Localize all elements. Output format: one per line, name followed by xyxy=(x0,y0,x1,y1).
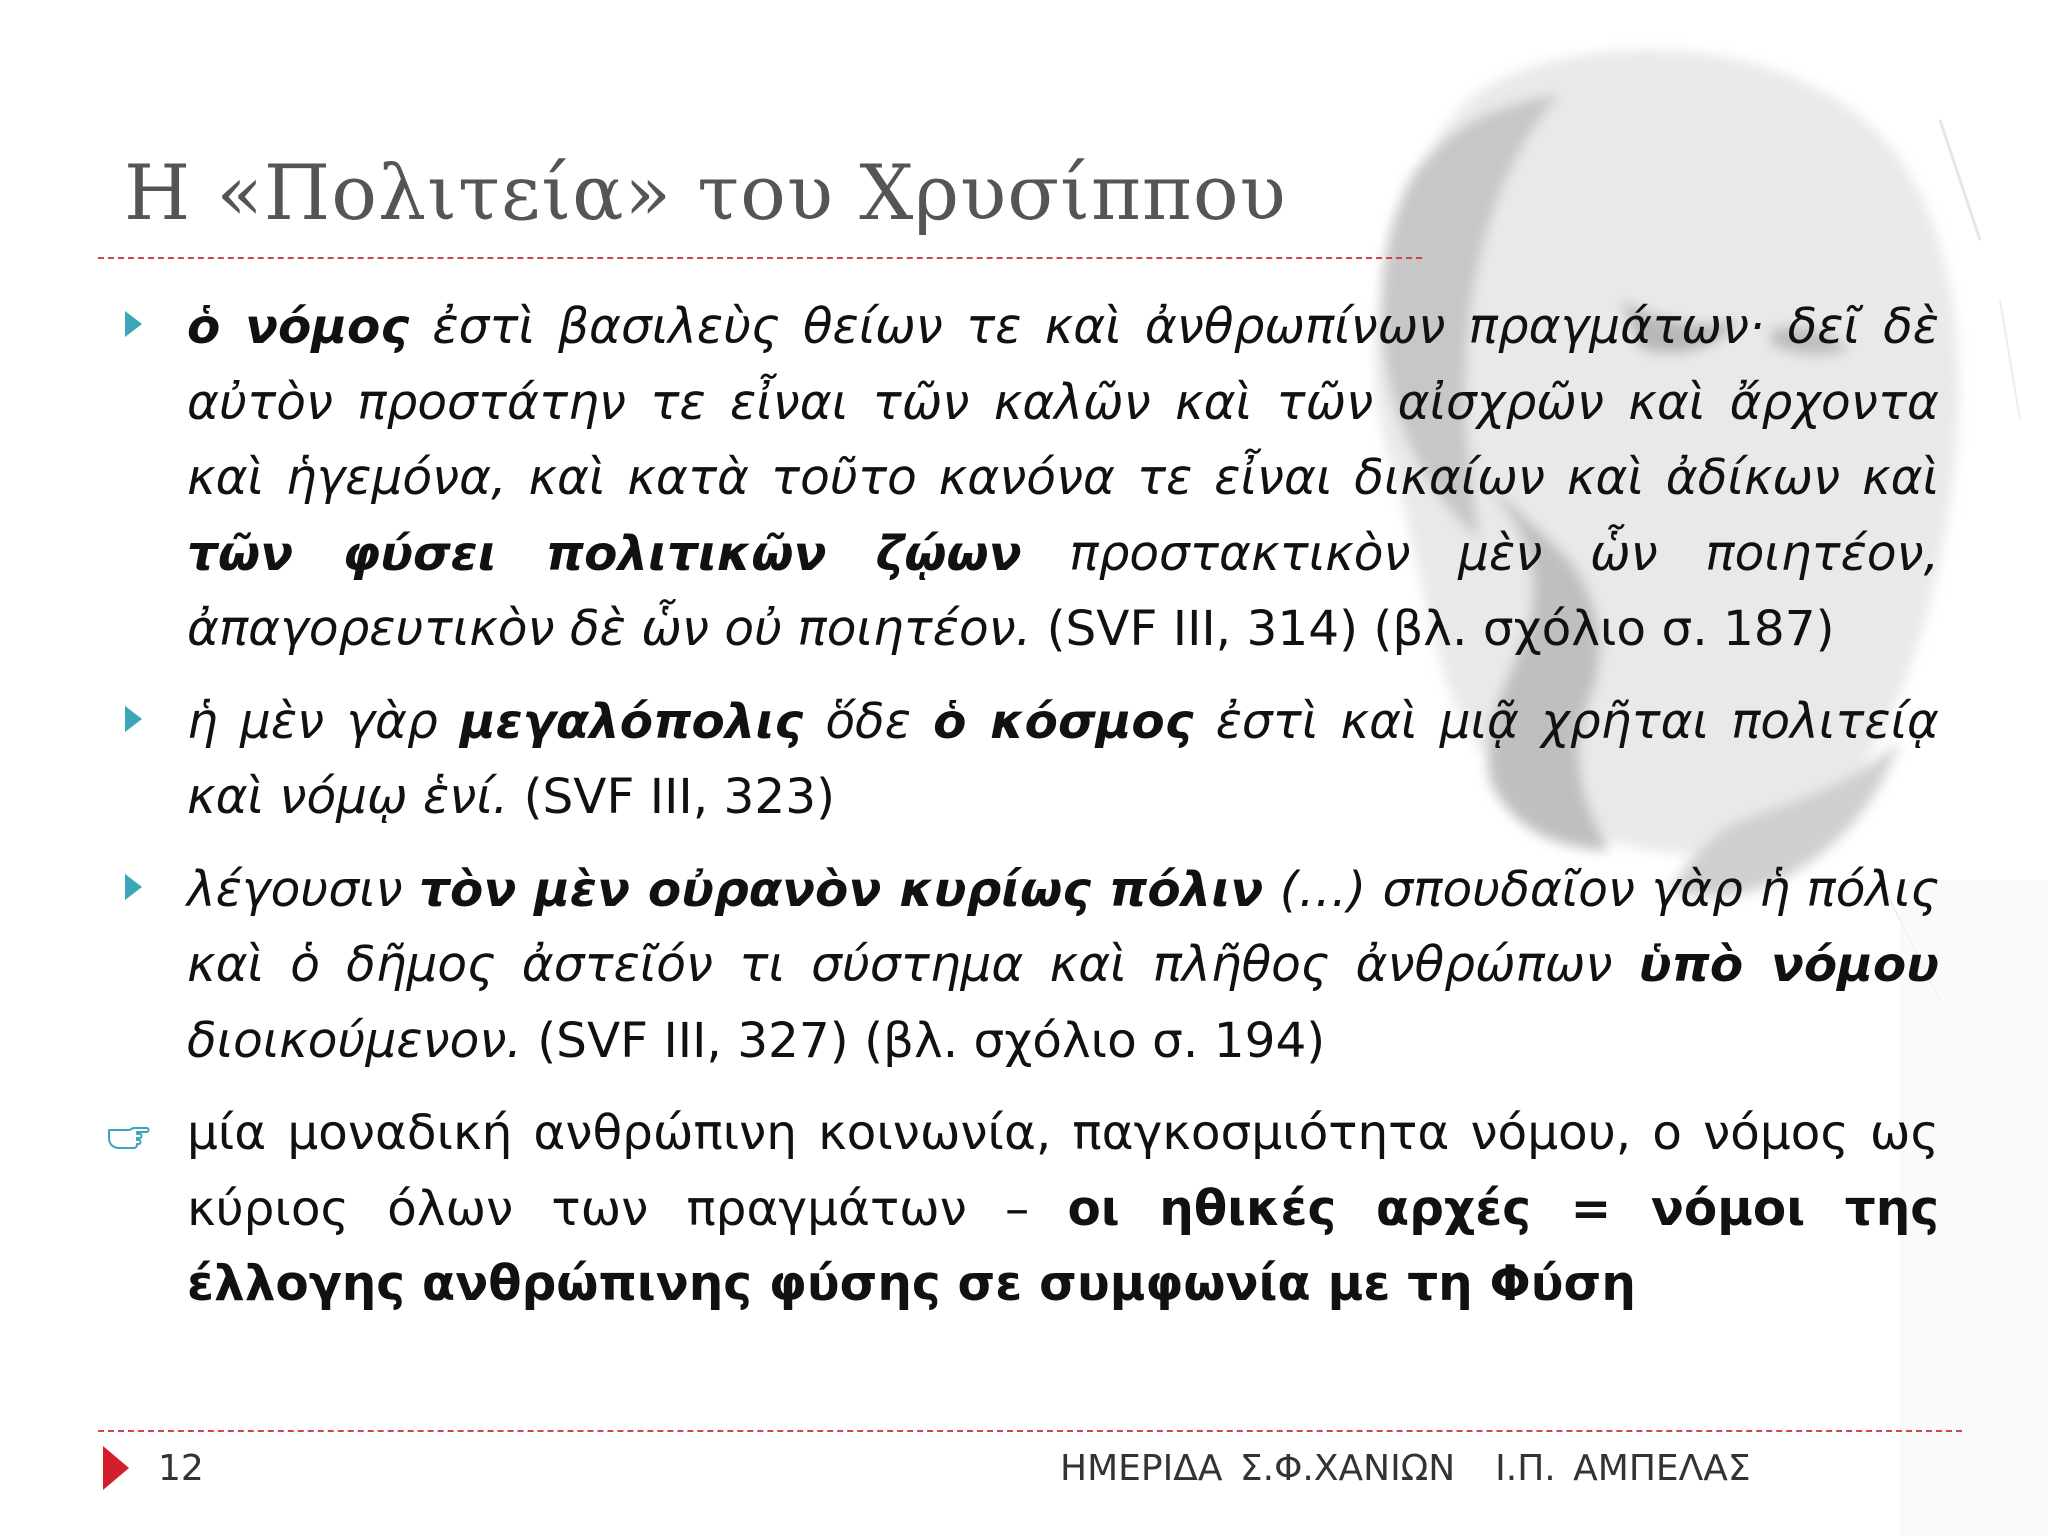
slide-content xyxy=(187,290,1939,1340)
citation: (SVF III, 327) (βλ. σχόλιο σ. 194) xyxy=(521,1012,1326,1069)
text-bold-italic: ὁ νόμος xyxy=(187,299,410,355)
footer-author: Ι.Π. ΑΜΠΕΛΑΣ xyxy=(1495,1448,1751,1489)
text-bold-italic: ὁ κόσμος xyxy=(933,693,1194,750)
triangle-bullet-icon xyxy=(125,706,142,732)
footer-event: ΗΜΕΡΙΔΑ Σ.Φ.ΧΑΝΙΩΝ xyxy=(1060,1448,1456,1489)
title-divider xyxy=(98,257,1422,259)
text-italic: (…) σπουδαῖον γὰρ ἡ πόλις καὶ ὁ δῆμος ἀστεῖόν τι σύστημα καὶ πλῆθος ἀνθρώπων xyxy=(187,861,1939,993)
text-italic: ἐστὶ βασιλεὺς θείων τε καὶ ἀνθρωπίνων πραγμάτων· δεῖ δὲ αὐτὸν προστάτην τε εἶναι τῶν καλῶν καὶ τῶν αἰσχρῶν καὶ ἄρχοντα καὶ ἡγεμόνα, καὶ κατὰ τοῦτο κανόνα τε εἶναι δικαίων καὶ ἀδίκων καὶ xyxy=(187,299,1940,506)
footer-divider xyxy=(98,1430,1962,1432)
triangle-bullet-icon xyxy=(125,874,142,900)
pointing-hand-icon xyxy=(107,1120,151,1150)
page-number: 12 xyxy=(158,1448,204,1489)
text-normal: μία μοναδική ανθρώπινη κοινωνία, παγκοσμιότητα νόμου, ο νόμος ως κύριος όλων των πραγμάτων – xyxy=(187,1105,1939,1237)
text-italic: ὅδε xyxy=(803,693,934,750)
bullet-item xyxy=(187,685,1939,836)
text-bold-italic: ὑπὸ νόμου xyxy=(1638,937,1939,993)
text-bold: οι ηθικές αρχές = νόμοι της έλλογης ανθρώπινης φύσης σε συμφωνία με τη Φύση xyxy=(187,1180,1939,1312)
slide-title: Η «Πολιτεία» του Χρυσίππου xyxy=(124,148,1287,237)
footer-text xyxy=(1060,1448,1791,1489)
bullet-item xyxy=(187,853,1939,1080)
text-bold-italic: τὸν μὲν οὐρανὸν κυρίως πόλιν xyxy=(419,861,1264,918)
citation: (SVF III, 323) xyxy=(508,769,836,825)
bullet-item xyxy=(187,1096,1939,1323)
triangle-bullet-icon xyxy=(125,311,142,337)
text-italic: ἐστὶ καὶ μιᾷ χρῆται πολιτείᾳ καὶ νόμῳ ἑνί. xyxy=(187,693,1939,825)
text-italic: προστακτικὸν μὲν ὧν ποιητέον, ἀπαγορευτικὸν δὲ ὧν οὐ ποιητέον. xyxy=(187,525,1939,657)
citation: (SVF III, 314) (βλ. σχόλιο σ. 187) xyxy=(1031,601,1835,657)
text-italic: διοικούμενον. xyxy=(187,1012,522,1069)
text-bold-italic: τῶν φύσει πολιτικῶν ζῴων xyxy=(187,525,1022,582)
text-italic: λέγουσιν xyxy=(187,861,420,918)
text-italic: ἡ μὲν γὰρ xyxy=(187,693,461,750)
bullet-item xyxy=(187,290,1939,668)
triangle-footer-icon xyxy=(103,1446,129,1490)
text-bold-italic: μεγαλόπολις xyxy=(460,693,804,750)
